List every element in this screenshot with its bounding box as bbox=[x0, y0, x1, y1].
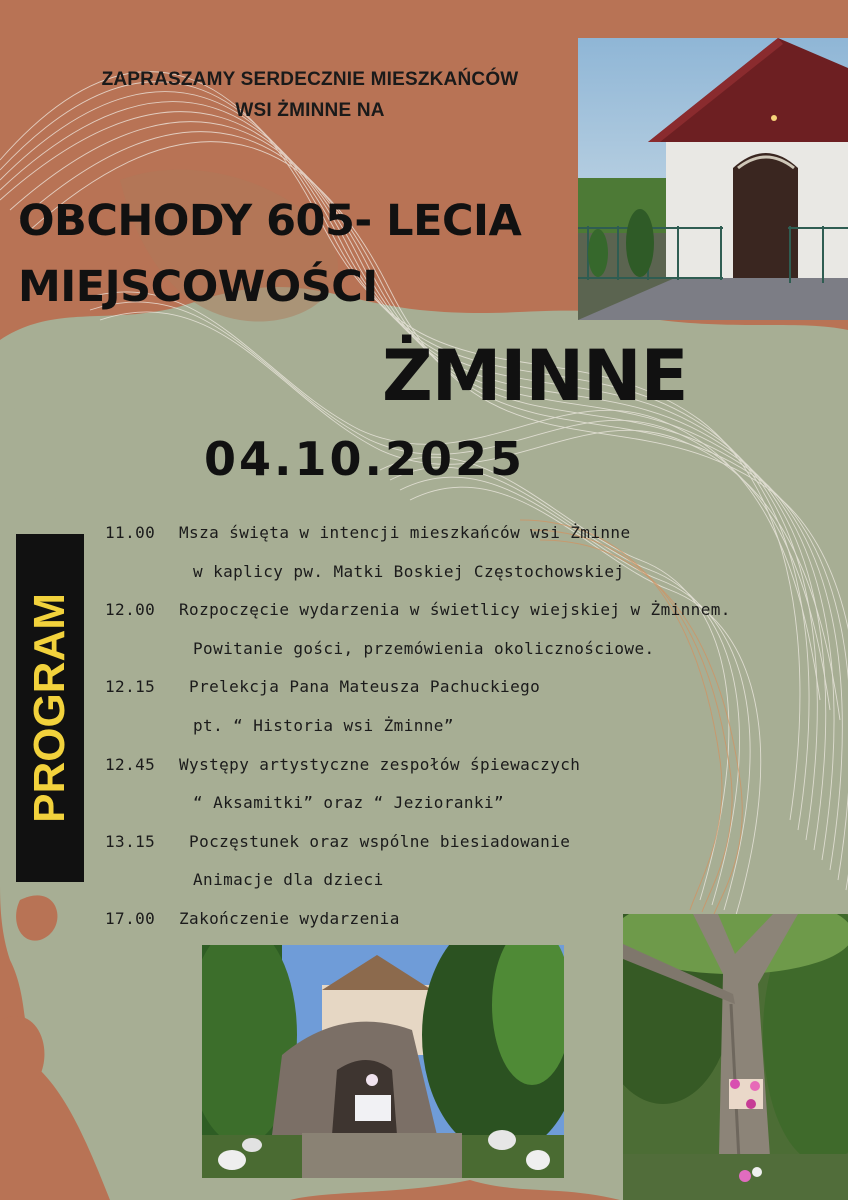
schedule-text: Występy artystyczne zespołów śpiewaczych bbox=[179, 754, 581, 774]
invitation-line-1: ZAPRASZAMY SERDECZNIE MIESZKAŃCÓW bbox=[101, 69, 519, 90]
program-label: PROGRAM bbox=[25, 593, 74, 823]
village-name: ŻMINNE bbox=[382, 335, 688, 417]
schedule-time: 11.00 bbox=[105, 523, 156, 542]
schedule-time: 12.45 bbox=[105, 754, 156, 774]
schedule-item bbox=[105, 514, 731, 553]
schedule-item bbox=[105, 823, 731, 862]
schedule-text: Zakończenie wydarzenia bbox=[179, 908, 400, 928]
schedule-text: Prelekcja Pana Mateusza Pachuckiego bbox=[179, 677, 541, 697]
chapel-photo bbox=[578, 38, 848, 320]
oak-tree-shrine-photo bbox=[623, 914, 848, 1200]
invitation-text bbox=[40, 64, 580, 126]
event-date: 04.10.2025 bbox=[204, 432, 526, 486]
title-line-1: OBCHODY 605- LECIA bbox=[18, 196, 522, 246]
grotto-illustration bbox=[202, 945, 564, 1178]
schedule-item bbox=[105, 591, 731, 630]
schedule-text-cont: “ Aksamitki” oraz “ Jezioranki” bbox=[193, 793, 505, 813]
schedule-time: 12.00 bbox=[105, 600, 156, 620]
schedule-text: Rozpoczęcie wydarzenia w świetlicy wiejskiej w Żminnem. bbox=[179, 600, 731, 620]
schedule-text-cont: w kaplicy pw. Matki Boskiej Częstochowskiej bbox=[193, 561, 625, 581]
schedule-text: Msza święta w intencji mieszkańców wsi Żminne bbox=[179, 523, 631, 542]
schedule-time: 17.00 bbox=[105, 908, 156, 928]
schedule-time: 13.15 bbox=[105, 831, 156, 851]
schedule-item bbox=[105, 668, 731, 707]
schedule-text-cont: pt. “ Historia wsi Żminne” bbox=[193, 715, 454, 735]
chapel-illustration bbox=[578, 38, 848, 320]
schedule-time: 12.15 bbox=[105, 677, 156, 697]
schedule-text-cont: Animacje dla dzieci bbox=[193, 870, 384, 890]
event-title bbox=[18, 188, 521, 320]
title-line-2: MIEJSCOWOŚCI bbox=[18, 262, 378, 312]
schedule-text: Poczęstunek oraz wspólne biesiadowanie bbox=[179, 831, 571, 851]
schedule-text-cont: Powitanie gości, przemówienia okolicznościowe. bbox=[193, 638, 655, 658]
schedule-item bbox=[105, 746, 731, 785]
schedule-list bbox=[105, 514, 731, 939]
oak-tree-illustration bbox=[623, 914, 848, 1200]
grotto-photo bbox=[202, 945, 564, 1178]
program-banner bbox=[16, 534, 84, 882]
invitation-line-2: WSI ŻMINNE NA bbox=[235, 100, 385, 121]
